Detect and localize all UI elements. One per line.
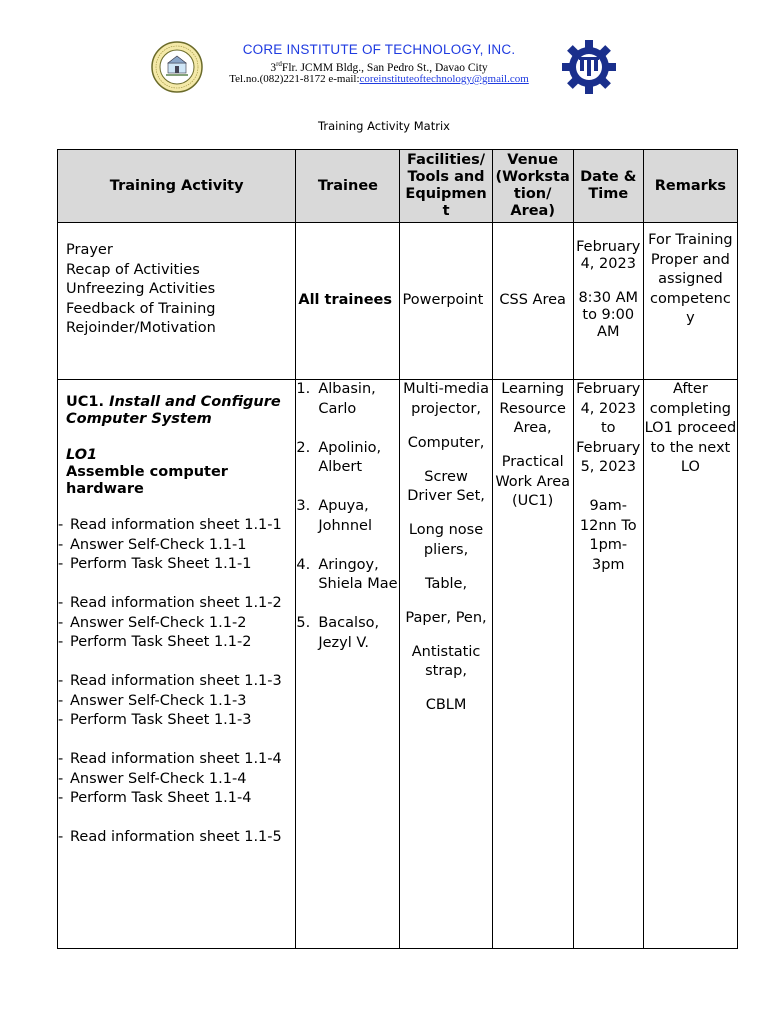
row2-date-time (573, 380, 643, 949)
trainee-item: 1. Albasin, Carlo (296, 381, 376, 417)
task-item: - Answer Self-Check 1.1-4 (58, 770, 295, 790)
trainee-item: 4. Aringoy, Shiela Mae (296, 556, 398, 592)
activity-item: Feedback of Training (66, 300, 216, 317)
row1-date: February 4, 2023 (576, 239, 641, 272)
row2-remarks: After completing LO1 proceed to the next LO (643, 380, 737, 949)
task-item: - Answer Self-Check 1.1-2 (58, 614, 295, 634)
training-activity-table (57, 149, 738, 949)
table-row (58, 223, 738, 380)
row2-time: 9am-12nn To 1pm-3pm (579, 498, 637, 573)
row2-trainees (296, 380, 400, 949)
task-group (58, 750, 295, 809)
task-item: - Read information sheet 1.1-5 (58, 828, 295, 848)
task-item: - Answer Self-Check 1.1-3 (58, 692, 295, 712)
row2-activities (58, 380, 296, 949)
facility-item: Multi-media projector, (403, 381, 489, 417)
uc-title: Install and Configure Computer System (66, 394, 281, 427)
row1-trainee: All trainees (296, 223, 400, 380)
facility-item: Paper, Pen, (405, 609, 487, 626)
table-row (58, 380, 738, 949)
activity-item: Recap of Activities (66, 261, 200, 278)
trainee-item: 5. Bacalso, Jezyl V. (296, 615, 380, 651)
row1-date-time (573, 223, 643, 380)
row1-time: 8:30 AM to 9:00 AM (578, 290, 639, 340)
document-title: Training Activity Matrix (318, 119, 450, 133)
activity-item: Unfreezing Activities (66, 281, 216, 297)
task-group (58, 594, 295, 653)
venue-item: Learning Resource Area, (499, 381, 566, 436)
email-link[interactable]: coreinstituteoftechnology@gmail.com (359, 73, 529, 85)
header-training-activity: Training Activity (58, 150, 296, 223)
gear-logo (561, 39, 617, 95)
facility-item: Long nose pliers, (408, 522, 484, 558)
activity-item: Prayer (66, 242, 113, 258)
row2-venue (492, 380, 573, 949)
trainee-item: 2. Apolinio, Albert (296, 439, 382, 475)
task-item: - Read information sheet 1.1-4 (58, 750, 295, 770)
task-group (58, 672, 295, 731)
row2-facilities (400, 380, 492, 949)
institution-address: 3rdFlr. JCMM Bldg., San Pedro St., Davao City (270, 60, 488, 74)
lo-label: LO1 (66, 447, 98, 463)
institution-name: CORE INSTITUTE OF TECHNOLOGY, INC. (242, 42, 516, 57)
task-item: - Perform Task Sheet 1.1-4 (58, 789, 295, 809)
trainee-item: 3. Apuya, Johnnel (296, 498, 373, 534)
header-trainee: Trainee (296, 150, 400, 223)
task-group (58, 828, 295, 848)
task-list (58, 516, 295, 848)
task-item: - Perform Task Sheet 1.1-2 (58, 633, 295, 653)
facility-item: Antistatic strap, (411, 643, 481, 679)
facility-item: Screw Driver Set, (407, 468, 485, 504)
task-item: - Perform Task Sheet 1.1-3 (58, 711, 295, 731)
row1-remarks: For Training Proper and assigned competenc y (643, 223, 737, 380)
unit-of-competency (58, 380, 295, 498)
task-group (58, 516, 295, 575)
uc-label: UC1. (66, 394, 105, 410)
facility-item: Computer, (407, 434, 485, 451)
task-item: - Read information sheet 1.1-3 (58, 672, 295, 692)
row2-date: February 4, 2023 to February 5, 2023 (576, 381, 641, 475)
row1-activities (58, 223, 296, 380)
facility-item: Table, (424, 575, 468, 592)
row1-venue: CSS Area (492, 223, 573, 380)
task-item: - Perform Task Sheet 1.1-1 (58, 555, 295, 575)
institution-seal-logo (151, 41, 203, 93)
task-item: - Read information sheet 1.1-1 (58, 516, 295, 536)
venue-item: Practical Work Area (UC1) (495, 454, 571, 509)
task-item: - Read information sheet 1.1-2 (58, 594, 295, 614)
header-remarks: Remarks (643, 150, 737, 223)
row1-facilities: Powerpoint (400, 223, 492, 380)
header-date-time: Date & Time (573, 150, 643, 223)
institution-contact: Tel.no.(082)221-8172 e-mail:coreinstituteoftechnology@gmail.com (229, 73, 529, 85)
document-header (0, 38, 768, 98)
header-facilities: Facilities/ Tools and Equipmen t (400, 150, 492, 223)
lo-description: Assemble computer hardware (66, 464, 228, 497)
trainee-list (296, 380, 399, 653)
facility-item: CBLM (425, 697, 467, 713)
header-venue: Venue (Worksta tion/ Area) (492, 150, 573, 223)
table-header-row (58, 150, 738, 223)
activity-item: Rejoinder/Motivation (66, 320, 216, 336)
task-item: - Answer Self-Check 1.1-1 (58, 536, 295, 556)
